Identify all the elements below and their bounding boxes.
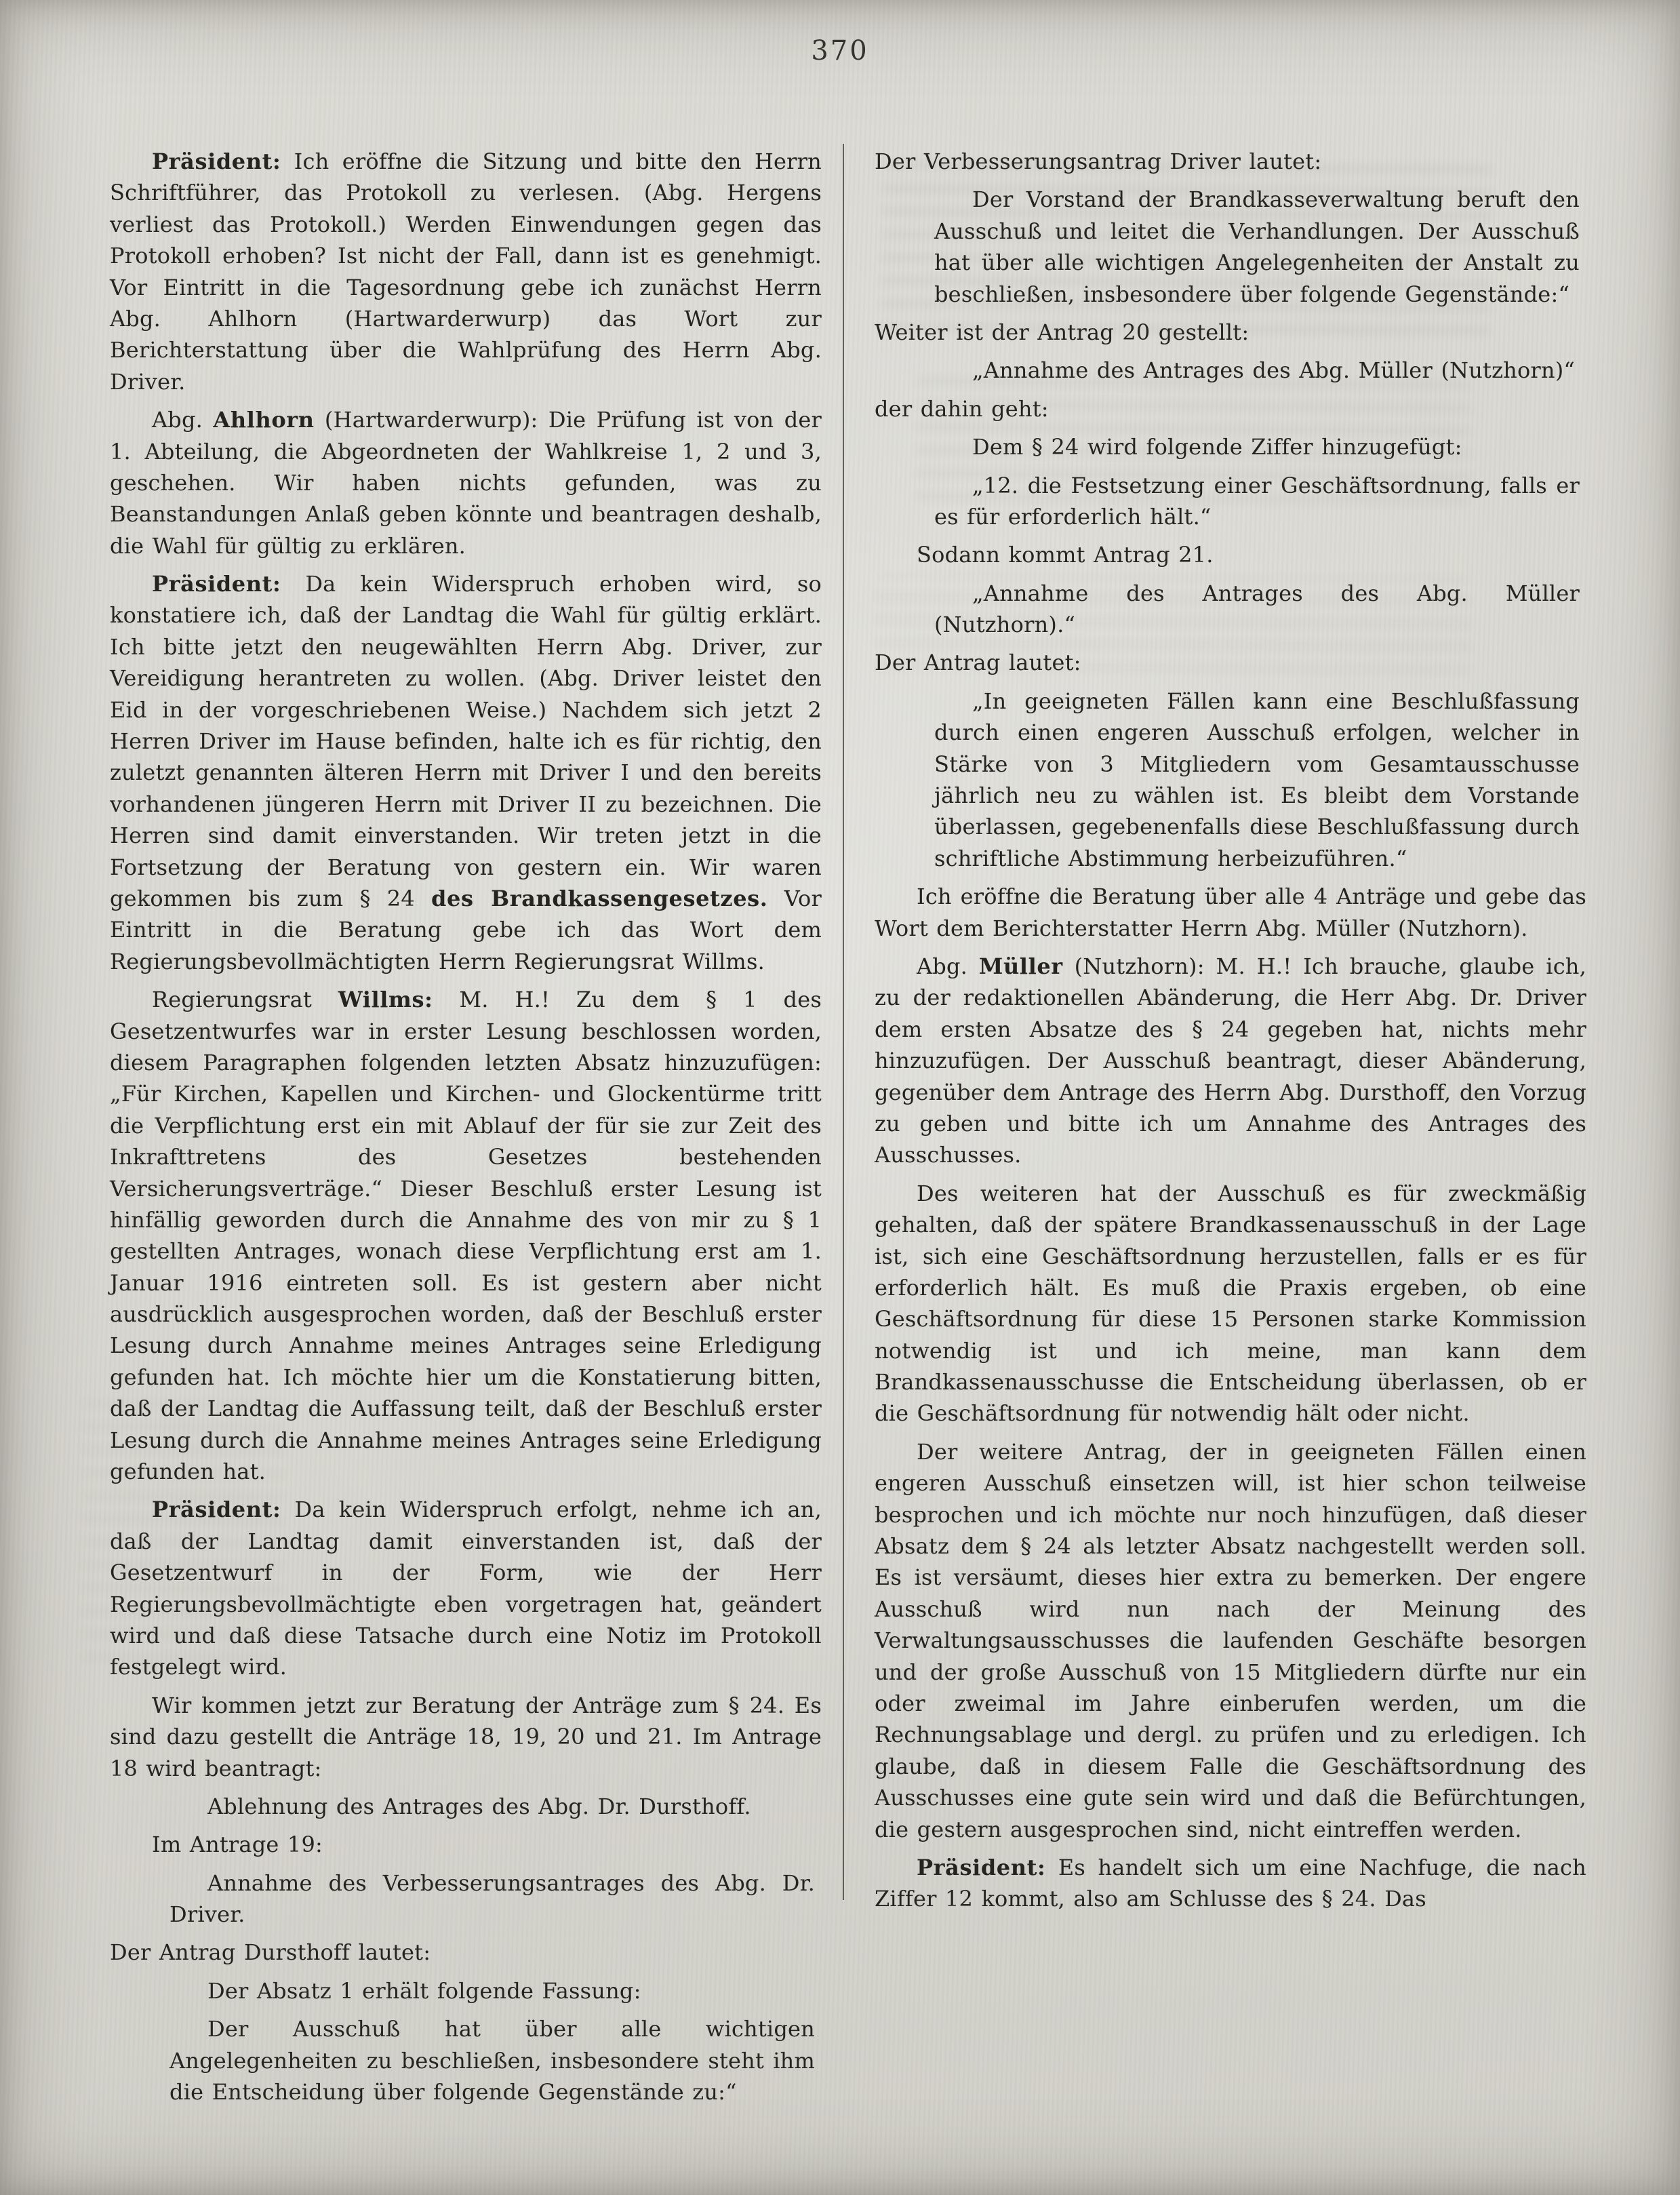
- paragraph: [875, 1436, 1586, 1845]
- text-segment: (Hartwarderwurp): Die Prüfung ist von der 1. Abteilung, die Abgeordneten der Wahlkreise 1, 2 und 3, geschehen. Wir haben nichts gefunden, was zu Beanstandungen Anlaß geben könnte und beantragen deshalb, die Wahl für gültig zu erklären.: [110, 407, 822, 559]
- paragraph: [110, 146, 822, 397]
- speaker-name: Willms:: [338, 987, 433, 1013]
- paragraph: [875, 951, 1586, 1171]
- paragraph: [875, 146, 1586, 177]
- column-divider: [843, 144, 844, 1900]
- text-segment: Regierungsrat: [152, 987, 338, 1013]
- text-segment: Der Ausschuß hat über alle wichtigen Angelegenheiten zu beschließen, insbesondere steht ihm die Entscheidung über folgende Gegenstände zu:“: [169, 2016, 815, 2105]
- paragraph: [934, 431, 1580, 462]
- paragraph: [934, 686, 1580, 874]
- speaker-name: Präsident:: [152, 571, 281, 597]
- paragraph: [875, 317, 1586, 348]
- paragraph: [169, 1867, 815, 1931]
- text-segment: Der Absatz 1 erhält folgende Fassung:: [207, 1977, 641, 2004]
- paragraph: [875, 1852, 1586, 1915]
- paragraph: [875, 539, 1586, 570]
- right-column: [875, 146, 1586, 1922]
- text-segment: Der Antrag Dursthoff lautet:: [110, 1939, 431, 1966]
- text-segment: Ablehnung des Antrages des Abg. Dr. Dursthoff.: [207, 1793, 751, 1819]
- text-segment: Es handelt sich um eine Nachfuge, die nach Ziffer 12 kommt, also am Schlusse des § 24. Das: [875, 1854, 1586, 1912]
- paragraph: [875, 393, 1586, 424]
- text-segment: der dahin geht:: [875, 395, 1049, 422]
- paragraph: [110, 1829, 822, 1860]
- paragraph: [169, 1975, 815, 2006]
- paragraph: [169, 1791, 815, 1822]
- paragraph: [110, 1937, 822, 1968]
- paragraph: [934, 355, 1580, 386]
- speaker-name: Präsident:: [152, 1497, 281, 1523]
- text-segment: Der weitere Antrag, der in geeigneten Fällen einen engeren Ausschuß einsetzen will, ist hier schon teilweise besprochen und ich möchte nur noch hinzufügen, daß dieser Absatz dem § 24 als letzter Absatz nachgestellt werden soll. Es ist versäumt, dieses hier extra zu bemerken. Der engere Ausschuß wird nun nach der Meinung des Verwaltungsausschusses die laufenden Geschäfte besorgen und der große Ausschuß von 15 Mitgliedern dürfte nur ein oder zweimal im Jahre einberufen werden, um die Rechnungsablage und dergl. zu prüfen und zu erledigen. Ich glaube, daß in diesem Falle die Geschäftsordnung des Ausschusses eine gute sein wird und daß die Befürchtungen, die gestern ausgesprochen sind, nicht eintreffen werden.: [875, 1438, 1586, 1842]
- speaker-name: Präsident:: [917, 1854, 1046, 1880]
- text-segment: Des weiteren hat der Ausschuß es für zweckmäßig gehalten, daß der spätere Brandkassenausschuß in der Lage ist, sich eine Geschäftsordnung herzustellen, falls er es für erforderlich hält. Es muß die Praxis ergeben, ob eine Geschäftsordnung für diese 15 Personen starke Kommission notwendig ist und ich meine, man kann dem Brandkassenausschusse die Entscheidung überlassen, ob er die Geschäftsordnung für notwendig hält oder nicht.: [875, 1180, 1586, 1427]
- text-segment: Annahme des Verbesserungsantrages des Abg. Dr. Driver.: [169, 1870, 815, 1928]
- speaker-name: des Brandkassengesetzes.: [431, 885, 768, 911]
- text-segment: Da kein Widerspruch erhoben wird, so konstatiere ich, daß der Landtag die Wahl für gültig erklärt. Ich bitte jetzt den neugewählten Herrn Abg. Driver, zur Vereidigung herantreten zu wollen. (Abg. Driver leistet den Eid in der vorgeschriebenen Weise.) Nachdem sich jetzt 2 Herren Driver im Hause befinden, halte ich es für richtig, den zuletzt genannten älteren Herrn mit Driver I und den bereits vorhandenen jüngeren Herrn mit Driver II zu bezeichnen. Die Herren sind damit einverstanden. Wir treten jetzt in die Fortsetzung der Beratung von gestern ein. Wir waren gekommen bis zum § 24: [110, 571, 822, 911]
- text-segment: Weiter ist der Antrag 20 gestellt:: [875, 319, 1249, 345]
- text-segment: Im Antrage 19:: [152, 1832, 323, 1858]
- paragraph: [110, 1494, 822, 1682]
- text-segment: Wir kommen jetzt zur Beratung der Anträge zum § 24. Es sind dazu gestellt die Anträge 18, 19, 20 und 21. Im Antrage 18 wird beantragt:: [110, 1692, 822, 1781]
- text-segment: Der Vorstand der Brandkasseverwaltung beruft den Ausschuß und leitet die Verhandlungen. Der Ausschuß hat über alle wichtigen Angelegenheiten der Anstalt zu beschließen, insbesondere über folgende Gegenstände:“: [934, 186, 1580, 307]
- text-segment: Dem § 24 wird folgende Ziffer hinzugefügt:: [972, 434, 1462, 460]
- text-segment: „Annahme des Antrages des Abg. Müller (Nutzhorn)“: [972, 357, 1575, 384]
- left-column: [110, 146, 822, 2114]
- page-number: 370: [811, 35, 869, 66]
- text-segment: (Nutzhorn): M. H.! Ich brauche, glaube ich, zu der redaktionellen Abänderung, die Herr Abg. Dr. Driver dem ersten Absatze des § 24 gegeben hat, nichts mehr hinzuzufügen. Der Ausschuß beantragt, dieser Abänderung, gegenüber dem Antrage des Herrn Abg. Dursthoff, den Vorzug zu geben und bitte ich um Annahme des Antrages des Ausschusses.: [875, 953, 1586, 1168]
- speaker-name: Müller: [978, 953, 1063, 979]
- paragraph: [110, 404, 822, 561]
- paragraph: [110, 1690, 822, 1784]
- paragraph: [110, 984, 822, 1487]
- paragraph: [875, 647, 1586, 678]
- text-segment: Ich eröffne die Beratung über alle 4 Anträge und gebe das Wort dem Berichterstatter Herrn Abg. Müller (Nutzhorn).: [875, 884, 1586, 941]
- paragraph: [875, 881, 1586, 944]
- paragraph: [934, 184, 1580, 310]
- text-segment: „In geeigneten Fällen kann eine Beschlußfassung durch einen engeren Ausschuß erfolgen, welcher in Stärke von 3 Mitgliedern vom Gesamtausschusse jährlich neu zu wählen ist. Es bleibt dem Vorstande überlassen, gegebenenfalls diese Beschlußfassung durch schriftliche Abstimmung herbeizuführen.“: [934, 688, 1580, 871]
- text-segment: M. H.! Zu dem § 1 des Gesetzentwurfes war in erster Lesung beschlossen worden, diesem Paragraphen folgenden letzten Absatz hinzuzufügen: „Für Kirchen, Kapellen und Kirchen- und Glockentürme tritt die Verpflichtung erst ein mit Ablauf der für sie zur Zeit des Inkrafttretens des Gesetzes bestehenden Versicherungsverträge.“ Dieser Beschluß erster Lesung ist hinfällig geworden durch die Annahme des von mir zu § 1 gestellten Antrages, wonach diese Verpflichtung erst am 1. Januar 1916 eintreten soll. Es ist gestern aber nicht ausdrücklich ausgesprochen worden, daß der Beschluß erster Lesung durch Annahme meines Antrages seine Erledigung gefunden hat. Ich möchte hier um die Konstatierung bitten, daß der Landtag die Auffassung teilt, daß der Beschluß erster Lesung durch die Annahme meines Antrages seine Erledigung gefunden hat.: [110, 987, 822, 1485]
- text-segment: „Annahme des Antrages des Abg. Müller (Nutzhorn).“: [934, 580, 1580, 638]
- text-segment: Vor Eintritt in die Beratung gebe ich das Wort dem Regierungsbevollmächtigten Herrn Regierungsrat Willms.: [110, 885, 822, 974]
- paragraph: [934, 578, 1580, 641]
- text-segment: Da kein Widerspruch erfolgt, nehme ich an, daß der Landtag damit einverstanden ist, daß der Gesetzentwurf in der Form, wie der Herr Regierungsbevollmächtigte eben vorgetragen hat, geändert wird und daß diese Tatsache durch eine Notiz im Protokoll festgelegt wird.: [110, 1497, 822, 1680]
- speaker-name: Präsident:: [152, 149, 281, 174]
- text-segment: „12. die Festsetzung einer Geschäftsordnung, falls er es für erforderlich hält.“: [934, 472, 1580, 530]
- text-segment: Der Antrag lautet:: [875, 650, 1081, 676]
- paragraph: [934, 470, 1580, 533]
- paragraph: [110, 568, 822, 977]
- text-segment: Der Verbesserungsantrag Driver lautet:: [875, 149, 1322, 174]
- paragraph: [169, 2013, 815, 2108]
- text-segment: Abg.: [917, 953, 979, 979]
- text-segment: Ich eröffne die Sitzung und bitte den Herrn Schriftführer, das Protokoll zu verlesen. (Abg. Hergens verliest das Protokoll.) Werden Einwendungen gegen das Protokoll erhoben? Ist nicht der Fall, dann ist es genehmigt. Vor Eintritt in die Tagesordnung gebe ich zunächst Herrn Abg. Ahlhorn (Hartwarderwurp) das Wort zur Berichterstattung über die Wahlprüfung des Herrn Abg. Driver.: [110, 149, 822, 395]
- speaker-name: Ahlhorn: [213, 407, 315, 433]
- text-segment: Abg.: [152, 407, 214, 433]
- paragraph: [875, 1178, 1586, 1429]
- text-segment: Sodann kommt Antrag 21.: [917, 542, 1214, 568]
